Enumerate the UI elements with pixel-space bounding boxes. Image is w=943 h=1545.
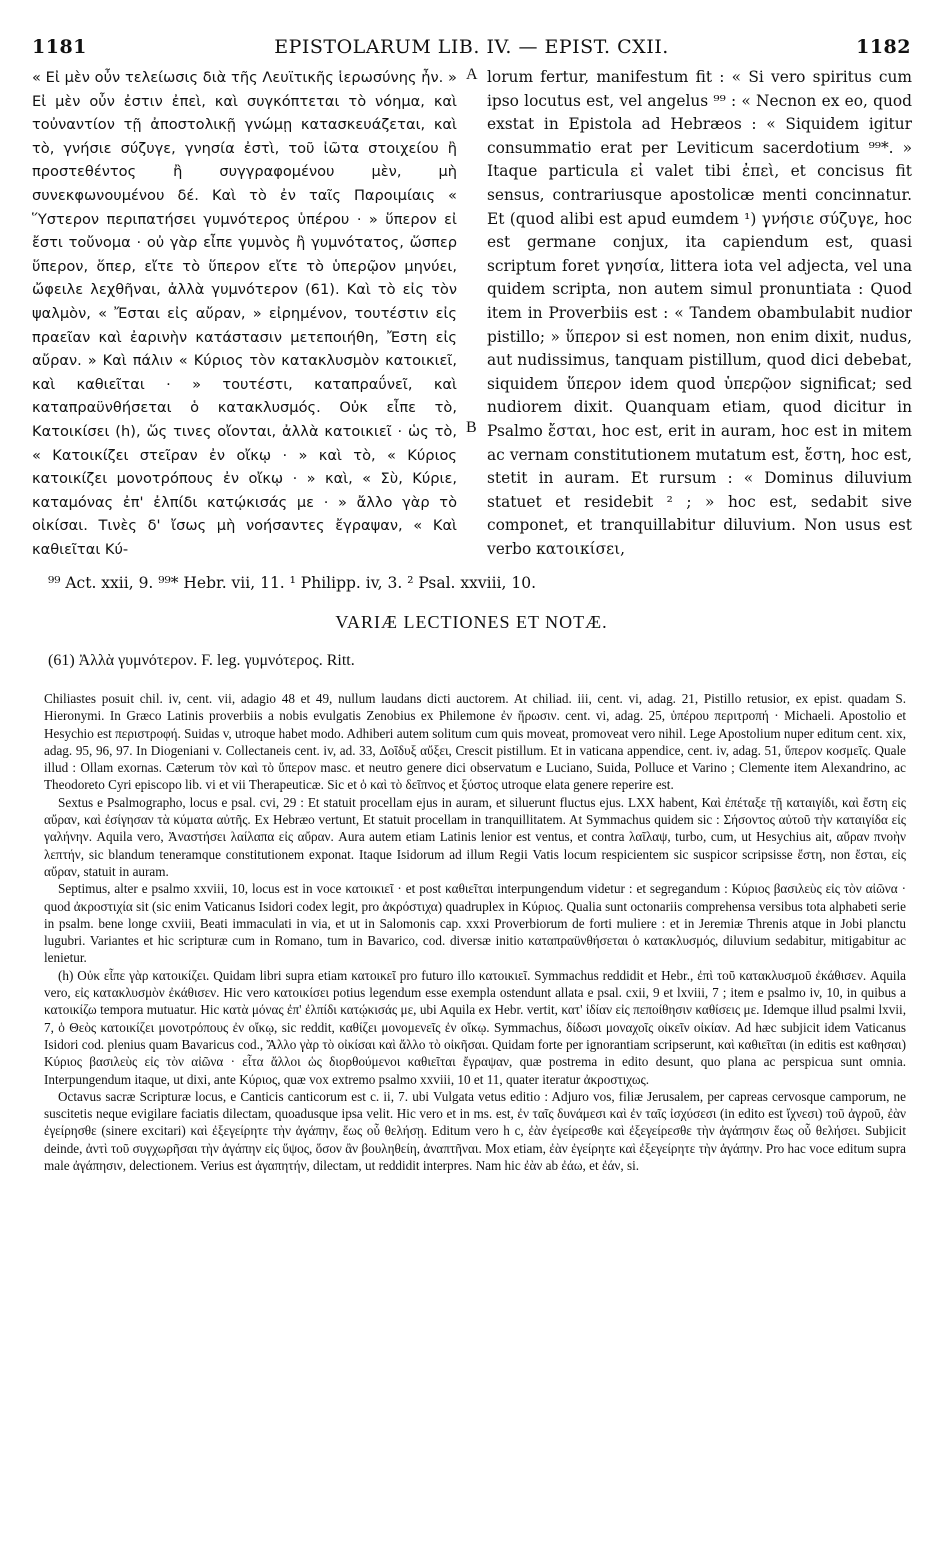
note-paragraph: (h) Οὐκ εἶπε γὰρ κατοικίζει. Quidam libri supra etiam κατοικεῖ pro futuro illo κατοικιεῖ. Symmachus reddidit et Hebr., ἐπὶ τοῦ κατακλυσμοῦ ἐκάθισεν. Aquila vero, εἰς κατακλυσμὸν ἐκάθισεν. Hic vero κατοικίσει potius legendum esse exempla ostendunt allata e psal. cxii, 9 et lxviii, 7 ; item e psalmo iv, 10, in quibus a κατοικίζω tempora mutuatur. Hic κατὰ μόνας ἐπ' ἐλπίδι κατῴκισάς με, ubi Aquila ex Hebr. vertit, κατ' ἰδίαν εἰς πεποίθησιν καθίσεις με. Idemque illud psalmi lxvii, 7, ὁ Θεὸς κατοικίζει μονοτρόπους ἐν οἴκῳ, sic reddit, καθίζει μονομενεῖς ἐν οἴκῳ. Symmachus, δίδωσι μοναχοῖς οἰκεῖν οἰκίαν. Ad hæc subjicit idem Vaticanus Isidori cod. plenius quam Bavaricus cod., Ἄλλο γὰρ τὸ οἰκίσαι καὶ ἄλλο τὸ οἰκῆσαι. Quidam forte per ignorantiam scripserunt, καὶ καθιεῖται (in editis est καθησαι) Κύριος βασιλεὺς εἰς τὸν αἰῶνα · εἶτα ἄλλοι ὡς διορθούμενοι καθιεῖται ἔγραψαν, quæ postrema in edito desunt, quo plana ac perspicua sunt omnia. Interpungendum itaque, ut dixi, ante Κύριος, quæ vox extremo psalmo xxviii, 10 et 11, quater iteratur ἀκροστιχως. <box>44 967 906 1087</box>
greek-text: « Εἰ μὲν οὖν τελείωσις διὰ τῆς Λευϊτικῆς ἱερωσύνης ἦν. » Εἰ μὲν οὖν ἐστιν ἐπεὶ, καὶ συγκόπτεται τὸ νόημα, καὶ τοὐναντίον τῇ ἀποστολικῇ γνώμῃ κατασκευάζεται, καὶ τὸ, γνήσιε σύζυγε, γνησία ἐστὶ, τοῦ ἰῶτα στοιχείου ἢ προστεθέντος ἢ συγγραφομένου μὲν, μὴ συνεκφωνουμένου δέ. Καὶ τὸ ἐν ταῖς Παροιμίαις « Ὕστερον περιπατήσει γυμνότερος ὑπέρου · » ὕπερον εἰ ἔστι τοὔνομα · οὐ γὰρ εἶπε γυμνὸς ἢ γυμνότατος, ὥσπερ ὕπερον, ὅπερ, εἴτε τὸ ὕπερον εἴτε τὸ ὑπερῷον μηνύει, ὤφειλε λεχθῆναι, ἀλλὰ γυμνότερον (61). Καὶ τὸ εἰς τὸν ψαλμὸν, « Ἔσται εἰς αὔραν, » εἰρημένον, τουτέστιν εἰς πραεῖαν καὶ ἐαρινὴν κατάστασιν μετεποιήθη, Ἔστη εἰς αὔραν. » Καὶ πάλιν « Κύριος τὸν κατακλυσμὸν κατοικιεῖ, καὶ καθιεῖται · » τουτέστι, καταπραΰνεῖ, καὶ καταπραϋνθήσεται ὁ κατακλυσμός. Οὐκ εἶπε τὸ, Κατοικίσει (h), ὥς τινες οἴονται, ἀλλὰ κατοικιεῖ · ὡς τὸ, « Κατοικίζει στεῖραν ἐν οἴκῳ · » καὶ τὸ, « Κύριος κατοικίζει μονοτρόπους ἐν οἴκῳ · » καὶ, « Σὺ, Κύριε, καταμόνας ἐπ' ἐλπίδι κατῴκισάς με · » ἄλλο γὰρ τὸ οἰκίσαι. Τινὲς δ' ἴσως μὴ νοήσαντες ἔγραψαν, « Καὶ καθιεῖται Κύ- <box>32 69 457 558</box>
note-paragraph: Septimus, alter e psalmo xxviii, 10, locus est in voce κατοικιεῖ · et post καθιεῖται interpungendum videtur : et segregandum : Κύριος βασιλεὺς εἰς τὸν αἰῶνα · quod ἀκροστιχία sit (sic enim Vaticanus Isidori codex legit, pro ἀκρόστιχα) quadruplex in Κύριος. Qualia sunt octonariis comprehensa versibus tota alphabeti serie in psalm. bene longe cxviii, Beati immaculati in via, et ut in Salomonis cap. xxxi Proverbiorum de forti muliere : et in Jeremiæ Threnis atque in Jobi planctu lugubri. Variantes et hic scripturæ cum in Romano, tum in Bavarico, cod. diversæ initio καταπραϋνθήσεται ὁ κατακλυσμός, diluvium sedabitur, mitigabitur ac lenietur. <box>44 881 906 966</box>
column-marker-a: A <box>466 66 478 83</box>
section-heading: VARIÆ LECTIONES ET NOTÆ. <box>335 612 608 632</box>
variant-reading: (61) Ἀλλὰ γυμνότερον. F. leg. γυμνότερος. Ritt. <box>48 652 355 669</box>
latin-text: lorum fertur, manifestum fit : « Si vero spiritus cum ipso locutus est, vel angelus ⁹⁹ : « Necnon ex eo, quod exstat in Epistola ad Hebræos : « Siquidem igitur consummatio erat per Leviticum sacerdotium ⁹⁹*. » Itaque particula εἰ valet tibi ἐπεὶ, et concisus fit sensus, contrariusque apostolicæ menti concinnatur. Et (quod alibi est apud eumdem ¹) γνήσιε σύζυγε, hoc est germane conjux, ita capiendum est, quasi scriptum foret γνησία, littera iota vel adjecta, vel una quidem scripta, non autem simul pronuntiata : Quod item in Proverbiis est : « Tandem obambulabit nudior pistillo; » ὕπερον si est nomen, non enim dixit, nudus, aut nudissimus, tanquam pistillum, quod dici debebat, siquidem ὕπερον idem quod ὑπερῷον significat; sed nudiorem dixit. Quanquam etiam, quod dicitur in Psalmo ἔσται, hoc est, erit in auram, hoc est in mitem ac vernam constitutionem mutatum est, ἔστη, hoc est, stetit in auram. Et rursum : « Dominus diluvium statuet et residebit ² ; » hoc est, sedabit sive componet, et tranquillabitur diluvium. Non usus est verbo κατοικίσει, <box>487 68 912 558</box>
column-marker-b: B <box>466 419 477 436</box>
page-number-right: 1182 <box>856 36 911 58</box>
notes-block <box>44 690 906 1174</box>
page-title: EPISTOLARUM LIB. IV. — EPIST. CXII. <box>274 36 669 58</box>
note-paragraph: Chiliastes posuit chil. iv, cent. vii, adagio 48 et 49, nullum laudans dicti auctorem. At chiliad. iii, cent. vi, adag. 21, Pistillo retusior, ex epist. quadam S. Hieronymi. In Græco Latinis proverbiis a nobis evulgatis Zenobius ex Philemone ἐν ἥρωσιν. cent. vi, adag. 25, ὑπέρου περιτροπή · Michaeli. Apostolio et Hesychio est περιστροφή. Suidas v, utroque habet modo. Adhiberi autem solitum cum quis moveat, promoveat vero nihil. Lege Apostolium nuper editum cent. xix, adag. 95, 96, 97. In Diogeniani v. Collectaneis cent. iv, ad. 33, Δοῖδυξ αὔξει, Crescit pistillum. Et in vaticana appendice, cent. iv, adag. 51, ὕπερον κοσμεῖς. Quale illud : Ollam exornas. Cæterum τὸν καὶ τὸ ὕπερον masc. et neutro genere dici observatum e Luciano, Suida, Polluce et Varino ; Clemente item Alexandrino, ac Theodoreto Cyri episcopo lib. vi et vii Therapeuticæ. Sic et ὁ καὶ τὸ δεῖπνος et ξύστος utroque elata genere reperire est. <box>44 691 906 793</box>
latin-column <box>487 66 912 561</box>
running-head <box>32 36 911 62</box>
two-column-text <box>32 66 912 561</box>
note-paragraph: Sextus e Psalmographo, locus e psal. cvi, 29 : Et statuit procellam ejus in auram, et siluerunt fluctus ejus. LXX habent, Καὶ ἐπέταξε τῇ καταιγίδι, καὶ ἔστη εἰς αὔραν, καὶ ἐσίγησαν τὰ κύματα αὐτῆς. Ex Hebræo vertunt, Et statuit procellam in tranquillitatem. At Symmachus quidem sic : Σήσοντος αὐτοῦ τὴν καταιγίδα εἰς γαλήνην. Aquila vero, Ἀναστήσει λαίλαπα εἰς αὔραν. Aura autem etiam Latinis lenior est ventus, et contra λαῖλαψ, turbo, cum, ut Hesychius ait, αὔραν πνοὴν λεπτήν, sic blandum teneramque constitutionem exponat. Itaque Isidorum ad illum Regii Vatis locum respicientem sic suspicor scripsisse ἔστη, non ἔσται, εἰς αὔραν, statuit in auram. <box>44 794 906 879</box>
greek-column <box>32 66 457 561</box>
footnotes: ⁹⁹ Act. xxii, 9. ⁹⁹* Hebr. vii, 11. ¹ Philipp. iv, 3. ² Psal. xxviii, 10. <box>48 574 537 592</box>
note-paragraph: Octavus sacræ Scripturæ locus, e Canticis canticorum est c. ii, 7. ubi Vulgata vetus editio : Adjuro vos, filiæ Jerusalem, per capreas cervosque camporum, ne suscitetis neque evigilare faciatis dilectam, quoadusque ipsa velit. Hic vero et in ms. est, ἐν ταῖς δυνάμεσι καὶ ἐν ταῖς ἰσχύσεσι (in edito est ἴχνεσι) τοῦ ἀγροῦ, ἐὰν ἐγείρησθε (sinere excitari) καὶ ἐξεγείρητε τὴν ἀγάπην, ἕως οὗ θελήσῃ. Editum vero h c, ἐὰν ἐγείρεσθε καὶ ἐξεγείρεσθε τὴν ἀγάπησιν ἕως οὗ θελήσει. Subjicit deinde, ἀντὶ τοῦ συγχωρῆσαι τὴν ἀγάπην εἰς ὕψος, ὅσον ἂν βουληθείη, ἀναπτῆναι. Mox etiam, ἐὰν ἐγείρητε καὶ ἐξεγείρητε τὴν ἀγάπην. Pro hac voce editum supra male ἀγάπησιν, delectionem. Verius est ἀγαπητήν, dilectam, ut reddidit interpres. Nam hic ἐὰν ab ἐάω, et ἐάν, si. <box>44 1088 906 1174</box>
page-number-left: 1181 <box>32 36 87 58</box>
